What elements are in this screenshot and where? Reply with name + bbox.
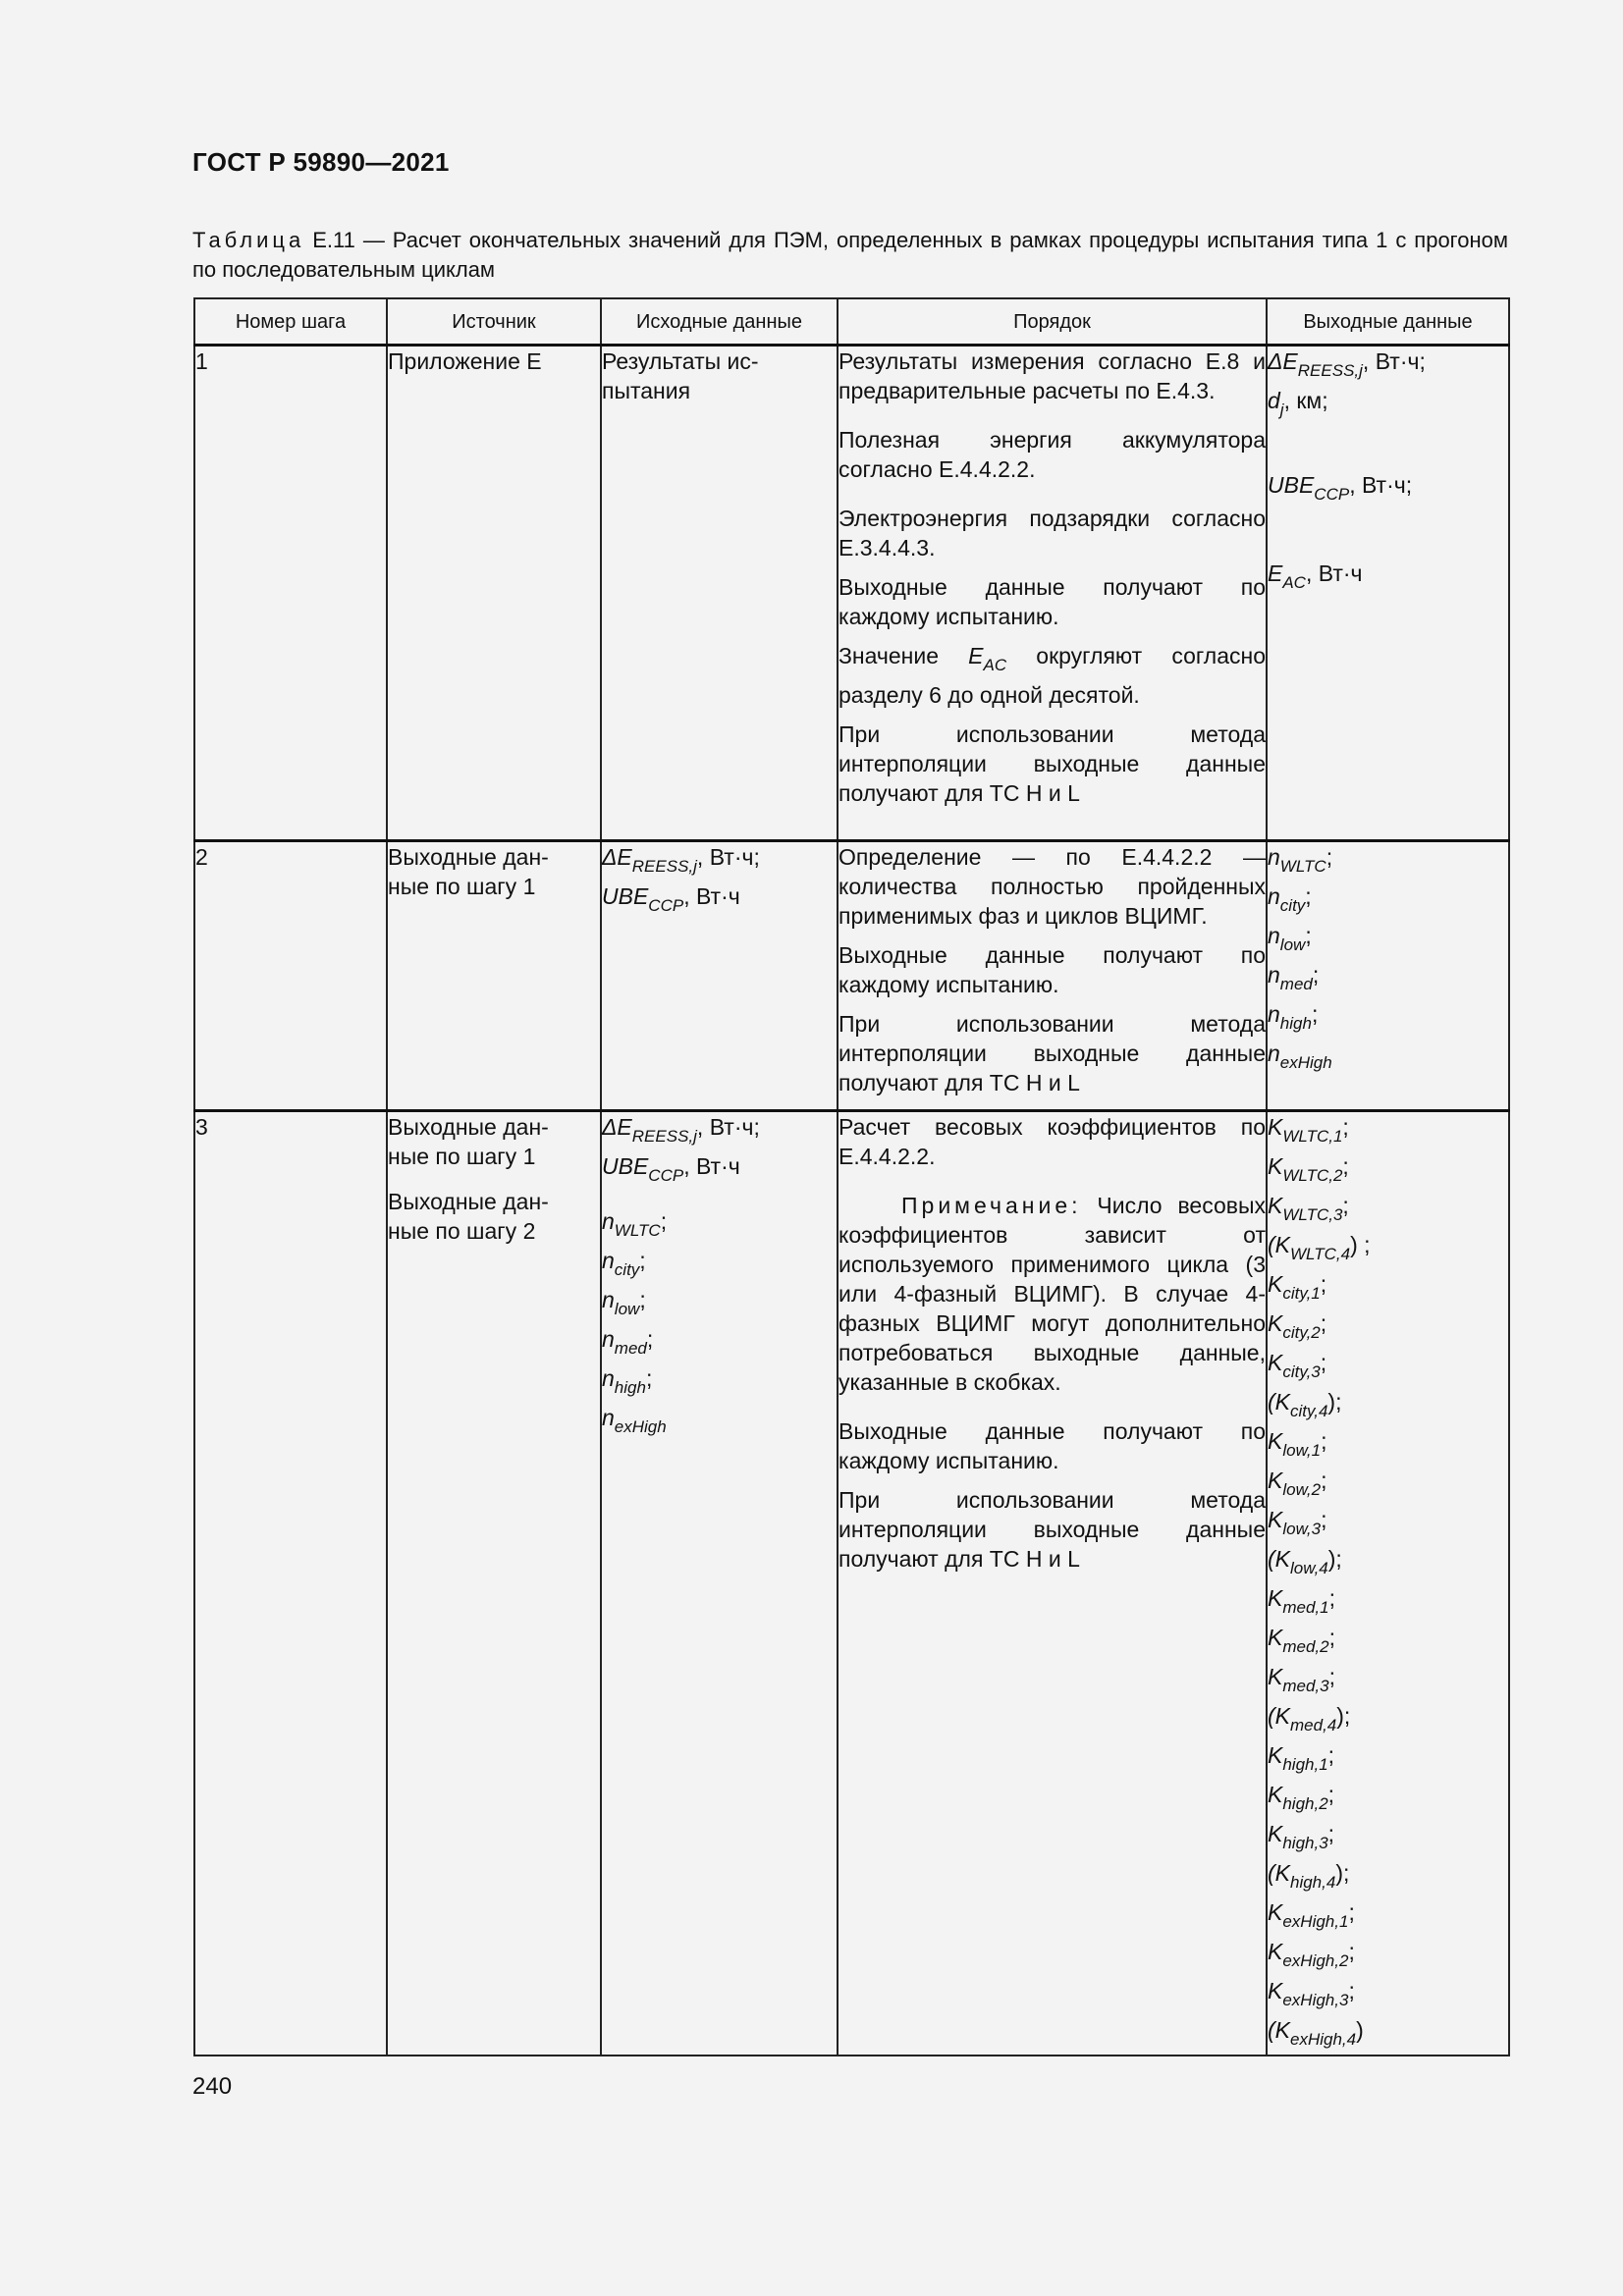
e-ac-subscript: AC	[983, 656, 1007, 674]
output-subscript: low	[1279, 935, 1306, 954]
input-subscript: CCP	[648, 1166, 684, 1185]
output-symbol: (K	[1268, 1389, 1290, 1415]
e-ac-symbol: E	[968, 643, 984, 668]
output-line	[1268, 1112, 1508, 1151]
input-line	[602, 842, 837, 881]
output-symbol: n	[1268, 1041, 1280, 1066]
input-symbol: UBE	[602, 883, 649, 909]
input-line	[602, 1324, 837, 1363]
note-heading: Примечание:	[901, 1193, 1082, 1218]
source-line: Приложение Е	[388, 348, 542, 374]
output-line	[1268, 1819, 1508, 1858]
output-subscript: low,3	[1282, 1520, 1322, 1538]
output-symbol: K	[1268, 1350, 1283, 1375]
output-punct: ;	[1342, 1193, 1349, 1218]
input-subscript: exHigh	[614, 1417, 667, 1436]
output-line	[1268, 386, 1508, 425]
input-line	[602, 1285, 837, 1324]
output-symbol: n	[1268, 844, 1280, 870]
procedure-paragraph: Выходные данные получают по каждому испытанию.	[839, 574, 1266, 629]
step-number: 2	[194, 841, 387, 1111]
input-unit: , Вт·ч	[683, 1153, 740, 1179]
table-caption	[192, 226, 1508, 285]
output-punct: ;	[1320, 1271, 1327, 1297]
output-subscript: city,3	[1282, 1362, 1321, 1381]
output-punct: ;	[1328, 1625, 1335, 1650]
procedure-paragraph: Расчет весовых коэффициентов по Е.4.4.2.2.	[839, 1114, 1266, 1169]
output-punct: ;	[1327, 1742, 1335, 1768]
output-punct: ;	[1348, 1899, 1355, 1925]
page-number: 240	[192, 2073, 233, 2100]
output-punct: ;	[1327, 1821, 1335, 1846]
input-symbol: n	[602, 1248, 615, 1273]
input-symbol: n	[602, 1405, 615, 1430]
output-line	[1268, 842, 1508, 881]
input-line	[602, 1112, 837, 1151]
output-subscript: WLTC,2	[1282, 1166, 1343, 1185]
output-line	[1268, 1780, 1508, 1819]
input-line: пытания	[602, 378, 691, 403]
output-punct: );	[1327, 1389, 1342, 1415]
output-symbol: (K	[1268, 1860, 1290, 1886]
output-punct: ;	[1311, 1001, 1319, 1027]
output-line	[1268, 1466, 1508, 1505]
output-punct: ;	[1320, 1350, 1327, 1375]
output-symbol: E	[1268, 561, 1283, 586]
output-punct: ;	[1321, 1468, 1327, 1493]
input-unit: , Вт·ч;	[696, 844, 760, 870]
source-cell	[387, 841, 601, 1111]
output-line	[1268, 470, 1508, 509]
output-line	[1268, 2015, 1508, 2055]
output-line	[1268, 1387, 1508, 1426]
output-symbol: K	[1268, 1821, 1283, 1846]
input-cell	[601, 1111, 838, 2056]
output-unit: , Вт·ч;	[1362, 348, 1426, 374]
output-punct: ;	[1327, 1782, 1335, 1807]
input-line	[602, 1206, 837, 1246]
output-subscript: j	[1279, 400, 1284, 419]
output-symbol: K	[1268, 1782, 1283, 1807]
output-symbol: K	[1268, 1939, 1283, 1964]
output-subscript: high	[1279, 1014, 1312, 1033]
output-subscript: med,3	[1282, 1677, 1329, 1695]
output-punct: ;	[1328, 1664, 1335, 1689]
output-subscript: low,2	[1282, 1480, 1322, 1499]
input-symbol: ΔE	[602, 1114, 632, 1140]
output-punct: ;	[1320, 1310, 1327, 1336]
output-subscript: med,1	[1282, 1598, 1329, 1617]
input-unit: , Вт·ч;	[696, 1114, 760, 1140]
output-subscript: med,2	[1282, 1637, 1329, 1656]
output-subscript: exHigh,4	[1290, 2030, 1357, 2049]
output-punct: );	[1327, 1546, 1342, 1572]
output-symbol: K	[1268, 1193, 1283, 1218]
table-row	[194, 346, 1509, 841]
output-unit: , км;	[1283, 388, 1328, 413]
output-symbol: K	[1268, 1625, 1283, 1650]
output-symbol: (K	[1268, 1546, 1290, 1572]
output-symbol: K	[1268, 1310, 1283, 1336]
procedure-paragraph: При использовании метода интерполяции выходные данные получают для ТС H и L	[839, 1011, 1266, 1095]
caption-text: — Расчет окончательных значений для ПЭМ, определенных в рамках процедуры испытания типа 1 с прогоном по последовательным циклам	[192, 228, 1508, 282]
output-symbol: UBE	[1268, 472, 1315, 498]
output-punct: ;	[1321, 1428, 1327, 1454]
input-symbol: n	[602, 1287, 615, 1312]
output-symbol: (K	[1268, 1232, 1290, 1257]
source-line: Выходные дан-	[388, 1189, 549, 1214]
input-line	[602, 1151, 837, 1191]
output-symbol: (K	[1268, 2017, 1290, 2043]
source-cell	[387, 1111, 601, 2056]
output-subscript: WLTC,1	[1282, 1127, 1343, 1146]
output-line	[1268, 921, 1508, 960]
output-symbol: K	[1268, 1271, 1283, 1297]
procedure-paragraph: Выходные данные получают по каждому испытанию.	[839, 1418, 1266, 1473]
column-header-input: Исходные данные	[601, 298, 838, 346]
output-punct: ;	[1321, 1507, 1327, 1532]
output-line	[1268, 559, 1508, 598]
source-line: ные по шагу 1	[388, 1144, 536, 1169]
table-row	[194, 1111, 1509, 2056]
output-symbol: K	[1268, 1664, 1283, 1689]
output-line	[1268, 1426, 1508, 1466]
output-symbol: n	[1268, 1001, 1280, 1027]
source-line: ные по шагу 2	[388, 1218, 536, 1244]
output-symbol: d	[1268, 388, 1280, 413]
table-header-row	[194, 298, 1509, 346]
output-line	[1268, 1505, 1508, 1544]
output-line	[1268, 1230, 1508, 1269]
output-symbol: K	[1268, 1899, 1283, 1925]
output-subscript: AC	[1282, 573, 1306, 592]
output-symbol: K	[1268, 1114, 1283, 1140]
rounding-text-start: Значение	[839, 643, 939, 668]
input-subscript: high	[614, 1378, 646, 1397]
procedure-paragraph: Полезная энергия аккумулятора согласно Е.4.4.2.2.	[839, 427, 1266, 482]
source-cell	[387, 346, 601, 841]
procedure-cell	[838, 841, 1267, 1111]
input-line: Результаты ис-	[602, 348, 759, 374]
input-block	[602, 1206, 837, 1442]
source-block	[388, 1112, 600, 1171]
input-subscript: low	[614, 1300, 640, 1318]
input-symbol: UBE	[602, 1153, 649, 1179]
output-symbol: ΔE	[1268, 348, 1298, 374]
output-line	[1268, 1976, 1508, 2015]
output-subscript: CCP	[1314, 485, 1350, 504]
output-punct: ;	[1325, 844, 1333, 870]
input-punct: ;	[639, 1287, 646, 1312]
output-line	[1268, 1623, 1508, 1662]
output-subscript: high,1	[1282, 1755, 1328, 1774]
input-subscript: CCP	[648, 896, 684, 915]
output-punct: )	[1356, 2017, 1364, 2043]
input-line	[602, 881, 837, 921]
input-subscript: med	[614, 1339, 647, 1358]
input-punct: ;	[639, 1248, 646, 1273]
procedure-cell	[838, 346, 1267, 841]
output-unit: , Вт·ч;	[1349, 472, 1413, 498]
source-line: ные по шагу 1	[388, 874, 536, 899]
output-symbol: K	[1268, 1585, 1283, 1611]
input-punct: ;	[646, 1326, 654, 1352]
output-subscript: city,2	[1282, 1323, 1321, 1342]
procedure-paragraph: Результаты измерения согласно Е.8 и предварительные расчеты по Е.4.3.	[839, 348, 1266, 403]
document-header: ГОСТ Р 59890—2021	[192, 147, 450, 177]
output-line	[1268, 1348, 1508, 1387]
output-cell	[1267, 841, 1509, 1111]
input-symbol: ΔE	[602, 844, 632, 870]
procedure-paragraph: Выходные данные получают по каждому испытанию.	[839, 942, 1266, 997]
output-line	[1268, 1039, 1508, 1078]
input-symbol: n	[602, 1326, 615, 1352]
input-symbol: n	[602, 1208, 615, 1234]
output-punct: ;	[1305, 883, 1312, 909]
output-cell	[1267, 1111, 1509, 2056]
procedure-paragraph: При использовании метода интерполяции выходные данные получают для ТС H и L	[839, 1487, 1266, 1572]
input-unit: , Вт·ч	[683, 883, 740, 909]
output-line	[1268, 347, 1508, 386]
source-block	[388, 1187, 600, 1246]
output-line	[1268, 1897, 1508, 1937]
output-subscript: exHigh,2	[1282, 1951, 1349, 1970]
input-cell	[601, 346, 838, 841]
procedure-paragraph-rounding	[839, 641, 1266, 710]
input-line	[602, 1403, 837, 1442]
output-line	[1268, 1662, 1508, 1701]
column-header-output: Выходные данные	[1267, 298, 1509, 346]
output-symbol: K	[1268, 1428, 1283, 1454]
output-symbol: n	[1268, 962, 1280, 988]
output-punct: );	[1336, 1703, 1351, 1729]
procedure-note	[839, 1191, 1266, 1397]
output-punct: ;	[1305, 923, 1312, 948]
output-punct: );	[1335, 1860, 1350, 1886]
source-line: Выходные дан-	[388, 1114, 549, 1140]
output-line	[1268, 960, 1508, 999]
output-subscript: med	[1279, 975, 1313, 993]
output-line	[1268, 1269, 1508, 1308]
input-punct: ;	[645, 1365, 653, 1391]
procedure-paragraph: При использовании метода интерполяции выходные данные получают для ТС H и L	[839, 721, 1266, 806]
output-line	[1268, 1191, 1508, 1230]
output-subscript: low,1	[1282, 1441, 1322, 1460]
column-header-source: Источник	[387, 298, 601, 346]
input-subscript: REESS,j	[631, 857, 697, 876]
output-subscript: WLTC,3	[1282, 1205, 1343, 1224]
output-cell	[1267, 346, 1509, 841]
procedure-cell	[838, 1111, 1267, 2056]
source-line: Выходные дан-	[388, 844, 549, 870]
note-text: Число весовых коэффициентов зависит от используемого применимого цикла (3 или 4-фазный ВЦИМГ). В случае 4-фазных ВЦИМГ могут дополнительно потребоваться выходные данные, указанные в скобках.	[839, 1193, 1267, 1395]
output-punct: ;	[1312, 962, 1320, 988]
column-header-step: Номер шага	[194, 298, 387, 346]
caption-number: Е.11	[312, 228, 355, 252]
output-line	[1268, 1308, 1508, 1348]
output-subscript: high,2	[1282, 1794, 1328, 1813]
output-symbol: K	[1268, 1153, 1283, 1179]
output-symbol: K	[1268, 1978, 1283, 2003]
output-subscript: WLTC	[1279, 857, 1326, 876]
output-subscript: exHigh	[1279, 1053, 1332, 1072]
output-subscript: exHigh,3	[1282, 1991, 1349, 2009]
output-subscript: exHigh,1	[1282, 1912, 1349, 1931]
output-symbol: K	[1268, 1468, 1283, 1493]
table-row	[194, 841, 1509, 1111]
output-punct: ;	[1328, 1585, 1335, 1611]
output-symbol: K	[1268, 1742, 1283, 1768]
output-subscript: city,4	[1290, 1402, 1328, 1420]
output-line	[1268, 1583, 1508, 1623]
input-subscript: city	[614, 1260, 640, 1279]
input-line	[602, 1246, 837, 1285]
output-line	[1268, 1858, 1508, 1897]
output-subscript: WLTC,4	[1290, 1245, 1351, 1263]
output-subscript: low,4	[1290, 1559, 1328, 1577]
rounding-text-end: округляют согласно разделу 6 до одной десятой.	[839, 643, 1266, 708]
step-number: 1	[194, 346, 387, 841]
output-punct: ;	[1342, 1114, 1349, 1140]
output-line	[1268, 1740, 1508, 1780]
caption-label: Таблица	[192, 228, 305, 252]
output-subscript: high,3	[1282, 1834, 1328, 1852]
output-punct: ;	[1342, 1153, 1349, 1179]
output-subscript: REESS,j	[1297, 361, 1363, 380]
procedure-paragraph: Определение — по Е.4.4.2.2 — количества полностью пройденных применимых фаз и циклов ВЦИМГ.	[839, 844, 1266, 929]
output-symbol: n	[1268, 883, 1280, 909]
output-line	[1268, 1544, 1508, 1583]
output-symbol: K	[1268, 1507, 1283, 1532]
output-line	[1268, 1701, 1508, 1740]
procedure-paragraph: Электроэнергия подзарядки согласно Е.3.4.4.3.	[839, 506, 1266, 561]
output-line	[1268, 1151, 1508, 1191]
output-line	[1268, 999, 1508, 1039]
output-line	[1268, 881, 1508, 921]
output-symbol: n	[1268, 923, 1280, 948]
output-punct: ;	[1348, 1939, 1355, 1964]
output-punct: ;	[1348, 1978, 1355, 2003]
output-punct: ) ;	[1350, 1232, 1371, 1257]
output-line	[1268, 1937, 1508, 1976]
input-punct: ;	[660, 1208, 668, 1234]
calculation-table	[193, 297, 1510, 2056]
step-number: 3	[194, 1111, 387, 2056]
output-subscript: high,4	[1290, 1873, 1336, 1892]
input-line	[602, 1363, 837, 1403]
input-subscript: WLTC	[614, 1221, 661, 1240]
input-cell	[601, 841, 838, 1111]
output-subscript: city,1	[1282, 1284, 1321, 1303]
output-subscript: city	[1279, 896, 1306, 915]
input-symbol: n	[602, 1365, 615, 1391]
output-unit: , Вт·ч	[1305, 561, 1363, 586]
output-symbol: (K	[1268, 1703, 1290, 1729]
input-block	[602, 1112, 837, 1191]
input-subscript: REESS,j	[631, 1127, 697, 1146]
output-subscript: med,4	[1290, 1716, 1337, 1735]
column-header-procedure: Порядок	[838, 298, 1267, 346]
